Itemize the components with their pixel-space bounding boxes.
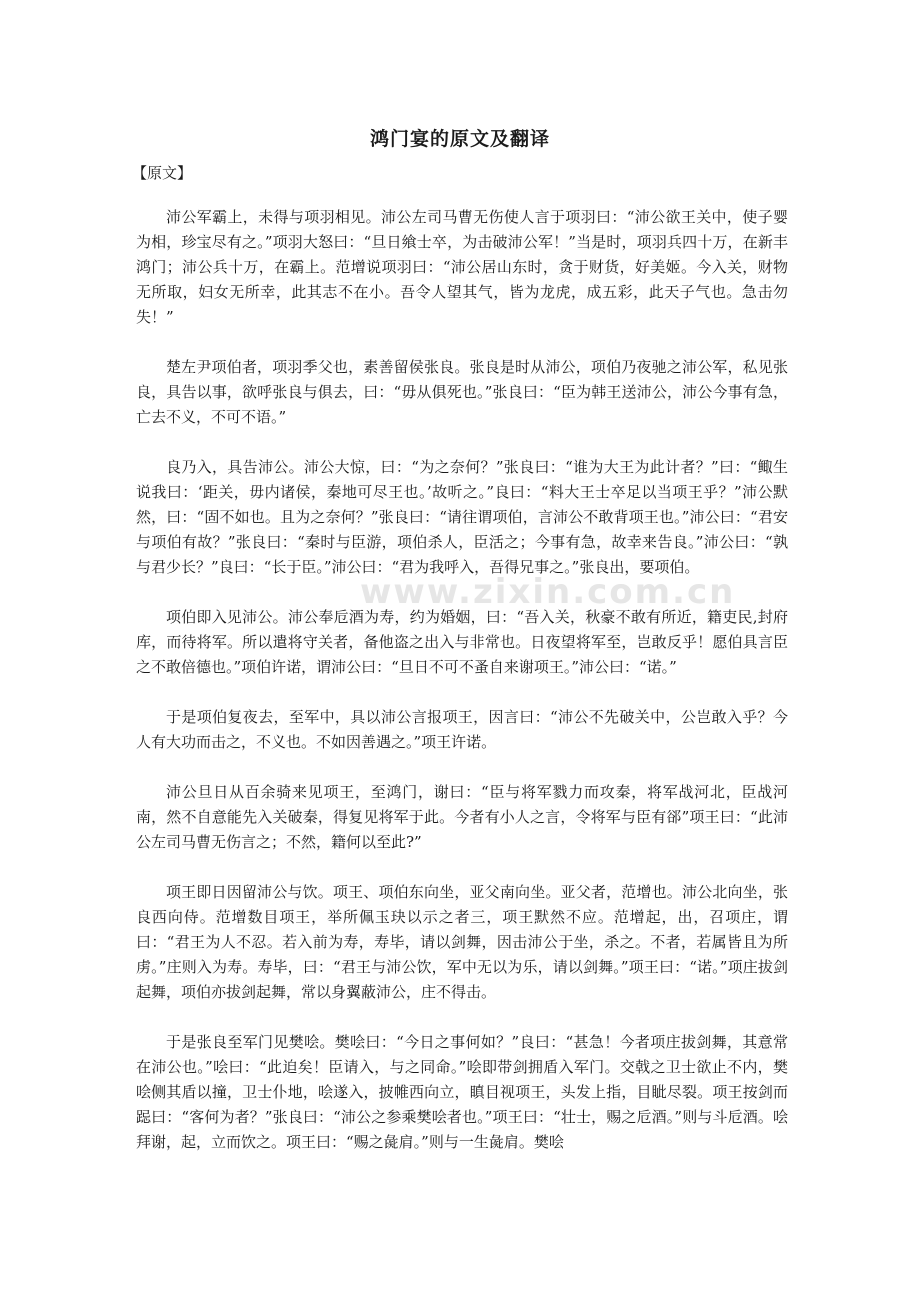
document-title: 鸿门宴的原文及翻译	[369, 128, 550, 150]
paragraph: 于是张良至军门见樊哙。樊哙曰：“今日之事何如？”良曰：“甚急！今者项庄拔剑舞，其意常在沛公也。”哙曰：“此迫矣！臣请入，与之同命。”哙即带剑拥盾入军门。交戟之卫士欲止不内，樊哙侧其盾以撞，卫士仆地，哙遂入，披帷西向立，瞋目视项王，头发上指，目眦尽裂。项王按剑而跽曰：“客何为者？”张良曰：“沛公之参乘樊哙者也。”项王曰：“壮士，赐之卮酒。”则与斗卮酒。哙拜谢，起，立而饮之。项王曰：“赐之彘肩。”则与一生彘肩。樊哙	[136, 1033, 788, 1151]
paragraph: 项王即日因留沛公与饮。项王、项伯东向坐，亚父南向坐。亚父者，范增也。沛公北向坐，张良西向侍。范增数目项王，举所佩玉玦以示之者三，项王默然不应。范增起，出，召项庄，谓曰：“君王为人不忍。若入前为寿，寿毕，请以剑舞，因击沛公于坐，杀之。不者，若属皆且为所虏。”庄则入为寿。寿毕，曰：“君王与沛公饮，军中无以为乐，请以剑舞。”项王曰：“诺。”项庄拔剑起舞，项伯亦拔剑起舞，常以身翼蔽沛公，庄不得击。	[136, 883, 788, 1001]
paragraph: 于是项伯复夜去，至军中，具以沛公言报项王，因言曰：“沛公不先破关中，公岂敢入乎？今人有大功而击之，不义也。不如因善遇之。”项王许诺。	[136, 708, 788, 751]
document-body	[136, 205, 788, 1180]
paragraph: 项伯即入见沛公。沛公奉卮酒为寿，约为婚姻，曰：“吾入关，秋豪不敢有所近，籍吏民,封府库，而待将军。所以遣将守关者，备他盗之出入与非常也。日夜望将军至，岂敢反乎！愿伯具言臣之不敢倍德也。”项伯许诺，谓沛公曰：“旦日不可不蚤自来谢项王。”沛公曰：“诺。”	[136, 608, 788, 676]
section-label-original-text: 【原文】	[132, 164, 193, 182]
paragraph: 沛公军霸上，未得与项羽相见。沛公左司马曹无伤使人言于项羽曰：“沛公欲王关中，使子婴为相，珍宝尽有之。”项羽大怒曰：“旦日飨士卒，为击破沛公军！”当是时，项羽兵四十万，在新丰鸿门；沛公兵十万，在霸上。范增说项羽曰：“沛公居山东时，贪于财货，好美姬。今入关，财物无所取，妇女无所幸，此其志不在小。吾令人望其气，皆为龙虎，成五彩，此天子气也。急击勿失！”	[136, 208, 788, 326]
paragraph: 沛公旦日从百余骑来见项王，至鸿门，谢曰：“臣与将军戮力而攻秦，将军战河北，臣战河南，然不自意能先入关破秦，得复见将军于此。今者有小人之言，令将军与臣有郤”项王曰：“此沛公左司马曹无伤言之；不然，籍何以至此?”	[136, 783, 788, 851]
paragraph: 良乃入，具告沛公。沛公大惊，曰：“为之奈何？”张良曰：“谁为大王为此计者？”曰：“鲰生说我曰：‘距关，毋内诸侯，秦地可尽王也。’故听之。”良曰：“料大王士卒足以当项王乎？”沛公默然，曰：“固不如也。且为之奈何？”张良曰：“请往谓项伯，言沛公不敢背项王也。”沛公曰：“君安与项伯有故？”张良曰：“秦时与臣游，项伯杀人，臣活之；今事有急，故幸来告良。”沛公曰：“孰与君少长？”良曰：“长于臣。”沛公曰：“君为我呼入，吾得兄事之。”张良出，要项伯。	[136, 458, 788, 576]
paragraph: 楚左尹项伯者，项羽季父也，素善留侯张良。张良是时从沛公，项伯乃夜驰之沛公军，私见张良，具告以事，欲呼张良与俱去，曰：“毋从俱死也。”张良曰：“臣为韩王送沛公，沛公今事有急，亡去不义，不可不语。”	[136, 358, 788, 426]
watermark: www.zixin.com.cn	[360, 572, 736, 612]
